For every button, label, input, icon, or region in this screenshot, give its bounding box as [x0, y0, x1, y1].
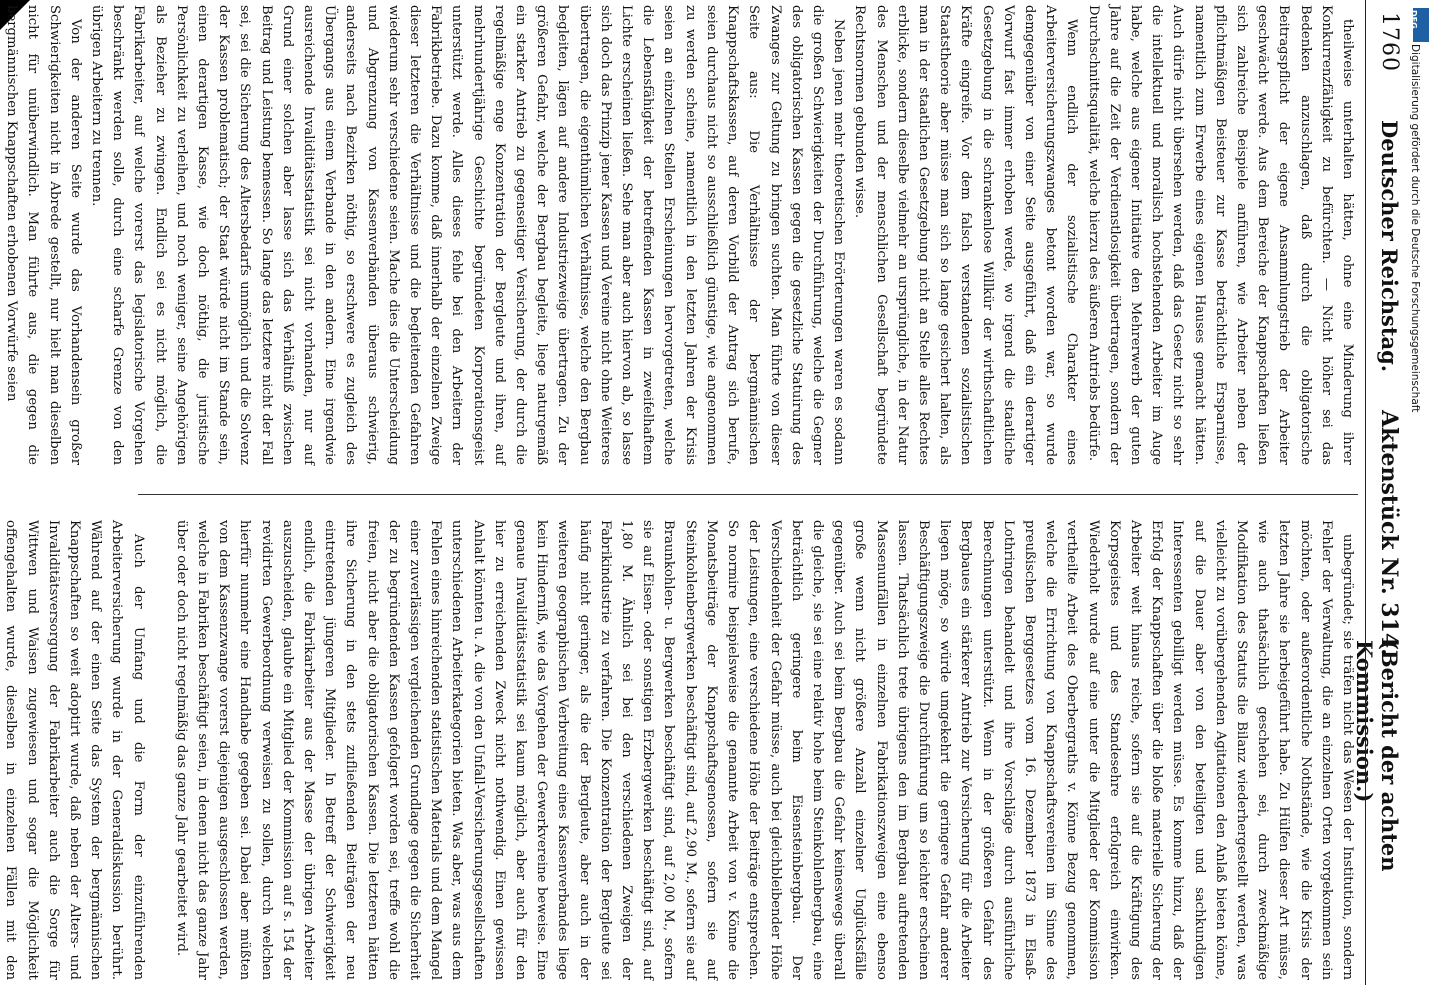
left-paragraph: Wenn endlich der sozialistische Charakter eines Arbeiterversicherungszwanges betont worden war, so wurde demgegenüber von einer Seite ausgeführt, daß ein derartiger Vorwurf fast immer erhoben werde, wo irgend die staatliche Gesetzgebung in die schrankenlose Willkür der wirthschaftlichen Kräfte eingreife. Vor dem falsch verstandenen sozialistischen Staatstheorie aber müsse man sich so lange gesichert halten, als man in der staatlichen Gesetzgebung nicht an Stelle alles Rechtes erblicke, sondern dieselbe vielmehr an ursprüngliche, in der Natur des Menschen und der menschlichen Gesellschaft begründete Rechtsnormen gebunden wisse. — [852, 5, 1080, 465]
document-page — [3, 0, 1410, 985]
page-header — [1352, 0, 1410, 985]
left-paragraph: Neben jenen mehr theoretischen Erörterungen waren es sodann die großen Schwierigkeiten der Durchführung, welche die Gegner des obligatorischen Kassen gegen die gesetzliche Statuirung des Zwanges zur Geltung zu bringen suchten. Man führte von dieser Seite aus: Die Verhältnisse der bergmännischen Knappschaftskassen, auf deren Vorbild der Antrag sich berufe, seien durchaus nicht so ausschließlich günstige, wie angenommen zu werden scheine, namentlich in den letzten Jahren der Krisis seien an einzelnen Stellen Erscheinungen hervorgetreten, welche die Lebensfähigkeit der betreffenden Kassen in zweifelhaftem Lichte erscheinen ließen. Sehe man aber auch hiervon ab, so lasse sich doch das Prinzip jener Kassen und Vereine nicht ohne Weiteres übertragen, die eigenthümlichen Verhältnisse, welche den Bergbau begleiten, lägen auf andere Industriezweige übertragen. Zu der größeren Gefahr, welche der Bergbau begleite, liege naturgemäß ein starker Antrieb zu gegenseitiger Versicherung, der durch die regelmäßige enge Konzentration der Bergleute und ihren, auf mehrhundertjährige Geschichte begründeten Korporationsgeist unterstützt werde. Alles dieses fehle bei den Arbeitern der Fabrikbetriebe. Dazu komme, daß innerhalb der einzelnen Zweige dieser letzteren die Verhältnisse und die begleitenden Gefahren wiederum sehr verschiedene seien. Mache dies die Unterscheidung und Abgrenzung von Kassenverbänden überaus schwierig, anderseits nach Bezirken nöthig, so erschwere es zugleich des Übergangs aus einem Verbande in den andern. Eine irgendwie ausreichende Invaliditätsstatistik sei nicht vorhanden, nur auf Grund einer solchen aber lasse sich das Verhältniß zwischen Beitrag und Leistung bemessen. So lange das letztere nicht der Fall sei, sei die Sicherung des Altersbedarfs unmöglich und die Solvenz der Kassen problematisch; der Staat würde nicht im Stande sein, einen derartigen Kasse, wie doch nöthig, die juristische Persönlichkeit zu verleihen, und noch weniger, seine Angehörigen als Bezieher zu zwingen. Endlich sei es nicht möglich, die Fabrikarbeiter, auf welche vorerst das legislatorische Vorgehen beschränkt werden solle, durch eine scharfe Grenze von den übrigen Arbeitern zu trennen. — [89, 5, 847, 465]
column-divider — [138, 494, 1358, 495]
page-number: 1760 — [1377, 12, 1402, 72]
left-column — [1, 5, 1358, 465]
header-publication: Deutscher Reichstag. — [1377, 120, 1402, 373]
right-paragraph: Auch der Umfang und die Form der einzuführenden Arbeiterversicherung wurde in der Generaldiskussion berührt. Während auf der einen Seite das System der bergmännischen Knappschaften so weit adoptirt wurde, daß neben der Alters- und Invaliditätsversorgung der Fabrikarbeiter auch die Sorge für Wittwen und Waisen zugewiesen und sogar die Möglichkeit offengehalten wurde, dieselben in einzelnen Fällen mit den — [3, 520, 146, 980]
digitization-credit-text: Digitalisierung gefördert durch die Deutsche Forschungsgemeinschaft — [1409, 44, 1421, 413]
left-paragraph: theilweise unterhalten hätten, ohne eine Minderung ihrer Konkurrenzfähigkeit zu befürchten. — Nicht höher sei das Bedenken anzuschlagen, daß durch die obligatorische Beitragspflicht der eigene Ansammlungstrieb der Arbeiter geschwächt werde. Aus dem Bereiche der Knappschaften ließen sich zahlreiche Beispiele anführen, wie Arbeiter neben der pflichtmäßigen Beisteuer zur Kasse beträchtliche Ersparnisse, namentlich zum Erwerbe eines eigenen Hauses gemacht hätten. Auch dürfe nicht übersehen werden, daß das Gesetz nicht so sehr die intellektuell und moralisch hochstehenden Arbeiter im Auge habe, welche aus eigener Initiative den Mehrerwerb der guten Jahre auf die Zeit der Verdienstlosigkeit übertragen, sondern der Durchschnittsqualität, welche hierzu des äußeren Antriebs bedürfe. — [1085, 5, 1355, 465]
left-paragraph: Von der anderen Seite wurde das Vorhandensein großer Schwierigkeiten nicht in Abrede gestellt, nur hielt man dieselben nicht für unüberwindlich. Man führte aus, die gegen die bergmännischen Knappschaften erhobenen Vorwürfe seien — [4, 5, 83, 465]
header-document-number: Aktenstück Nr. 314. — [1376, 410, 1402, 656]
dfg-logo-text: DFG — [1409, 10, 1418, 29]
header-report-title: (Bericht der achten Kommission.) — [1352, 640, 1402, 872]
right-column — [0, 520, 1358, 980]
right-paragraph: unbegründet; sie träfen nicht das Wesen der Institution, sondern Fehler der Verwaltung, die an einzelnen Orten vorgekommen sein möchten, oder außerordentliche Nothstände, wie die Krisis der letzten Jahre sie herbeigeführt habe. Zu Hülfen dieser Art müsse, wie auch thatsächlich geschehen sei, durch zweckmäßige Modifikation des Statuts die Bilanz wiederhergestellt werden, was vielleicht zu vorübergehenden Agitationen den Anlaß bieten könne, auf die Dauer aber von den beteiligten und sachkundigen Interessenten gebilligt werden müsse. Es komme hinzu, daß der Erfolg der Knappschaften über die bloße materielle Sicherung der Arbeiter weit hinaus reiche, sofern sie auf die Kräftigung des Korpsgeistes und des Standesehre erfolgreich einwirken. Wiederholt wurde auf eine unter die Mitglieder der Kommission vertheilte Arbeit des Oberbergraths v. Könne Bezug genommen, welche die Errichtung von Knappschaftsvereinen im Sinne des preußischen Berggesetzes vom 16. Dezember 1873 in Elsaß-Lothringen behandelt und ihre Vorschläge durch ausführliche Berechnungen unterstützt. Wenn in der größeren Gefahr des Bergbaues ein stärkerer Antrieb zur Versicherung für die Arbeiter liegen möge, so würde umgekehrt die geringere Gefahr anderer Beschäftigungszweige die Durchführung um so leichter erscheinen lassen. Thatsächlich trete übrigens den im Bergbau auftretenden Massenunfällen in einzelnen Fabrikationszweigen eine ebenso große wenn nicht größere Anzahl einzelner Unglücksfälle gegenüber. Auch sei beim Bergbau die Gefahr keineswegs überall die gleiche, sie sei eine relativ hohe beim Steinkohlenbergbau, eine beträchtlich geringere beim Eisensteinbergbau. Der Verschiedenheit der Gefahr müsse, auch bei gleichbleibender Höhe der Leistungen, eine verschiedene Höhe der Beiträge entsprechen. So normire beispielsweise die genannte Arbeit von v. Könne die Monatsbeiträge der Knappschaftsgenossen, sofern sie auf Steinkohlenbergwerken beschäftigt sind, auf 2,90 M., sofern sie auf Braunkohlen- u. Bergwerken beschäftigt sind, auf 2,00 M., sofern sie auf Eisen- oder sonstigen Erzbergwerken beschäftigt sind, auf 1,80 M. Ähnlich sei bei den verschiedenen Zweigen der Fabrikindustrie zu verfahren. Die Konzentration der Bergleute sei häufig nicht geringer, als die der Bergleute, aber auch in der weiteren geographischen Verbreitung eines Kassenverbandes liege kein Hinderniß, wie das Vorgehen der Gewerkvereine beweise. Eine genaue Invaliditätsstatistik sei kaum möglich, aber auch für den hier zu erreichenden Zweck nicht nothwendig. Einen gewissen Anhalt könnten u. A. die von den Unfall-Versicherungsgesellschaften unterschiedenen Arbeiterkategorien bieten. Was aber, was aus dem Fehlen eines hinreichenden statistischen Materials und dem Mangel einer zuverlässigen vergleichenden Grundlage gegen die Sicherheit der zu begründenden Kassen gefolgert worden sei, treffe wohl die freien, nicht aber die obligatorischen Kassen. Die letzteren hätten ihre Sicherung in den stets zufließenden Beiträgen der neu eintretenden jüngeren Mitglieder. In Betreff der Schwierigkeit endlich, die Fabrikarbeiter aus der Masse der übrigen Arbeiter auszuscheiden, glaubte ein Mitglied der Kommission auf s. 154 der revidirten Gewerbeordnung verweisen zu sollen, durch welchen hierfür nunmehr eine Handhabe gegeben sei. Dabei aber müßten von dem Kassenzwange vorerst diejenigen ausgeschlossen werden, welche in Fabriken beschäftigt seien, in denen nicht das ganze Jahr über oder doch nicht regelmäßig das ganze Jahr gearbeitet wird. — [173, 520, 1355, 980]
header-rule — [1365, 0, 1366, 985]
